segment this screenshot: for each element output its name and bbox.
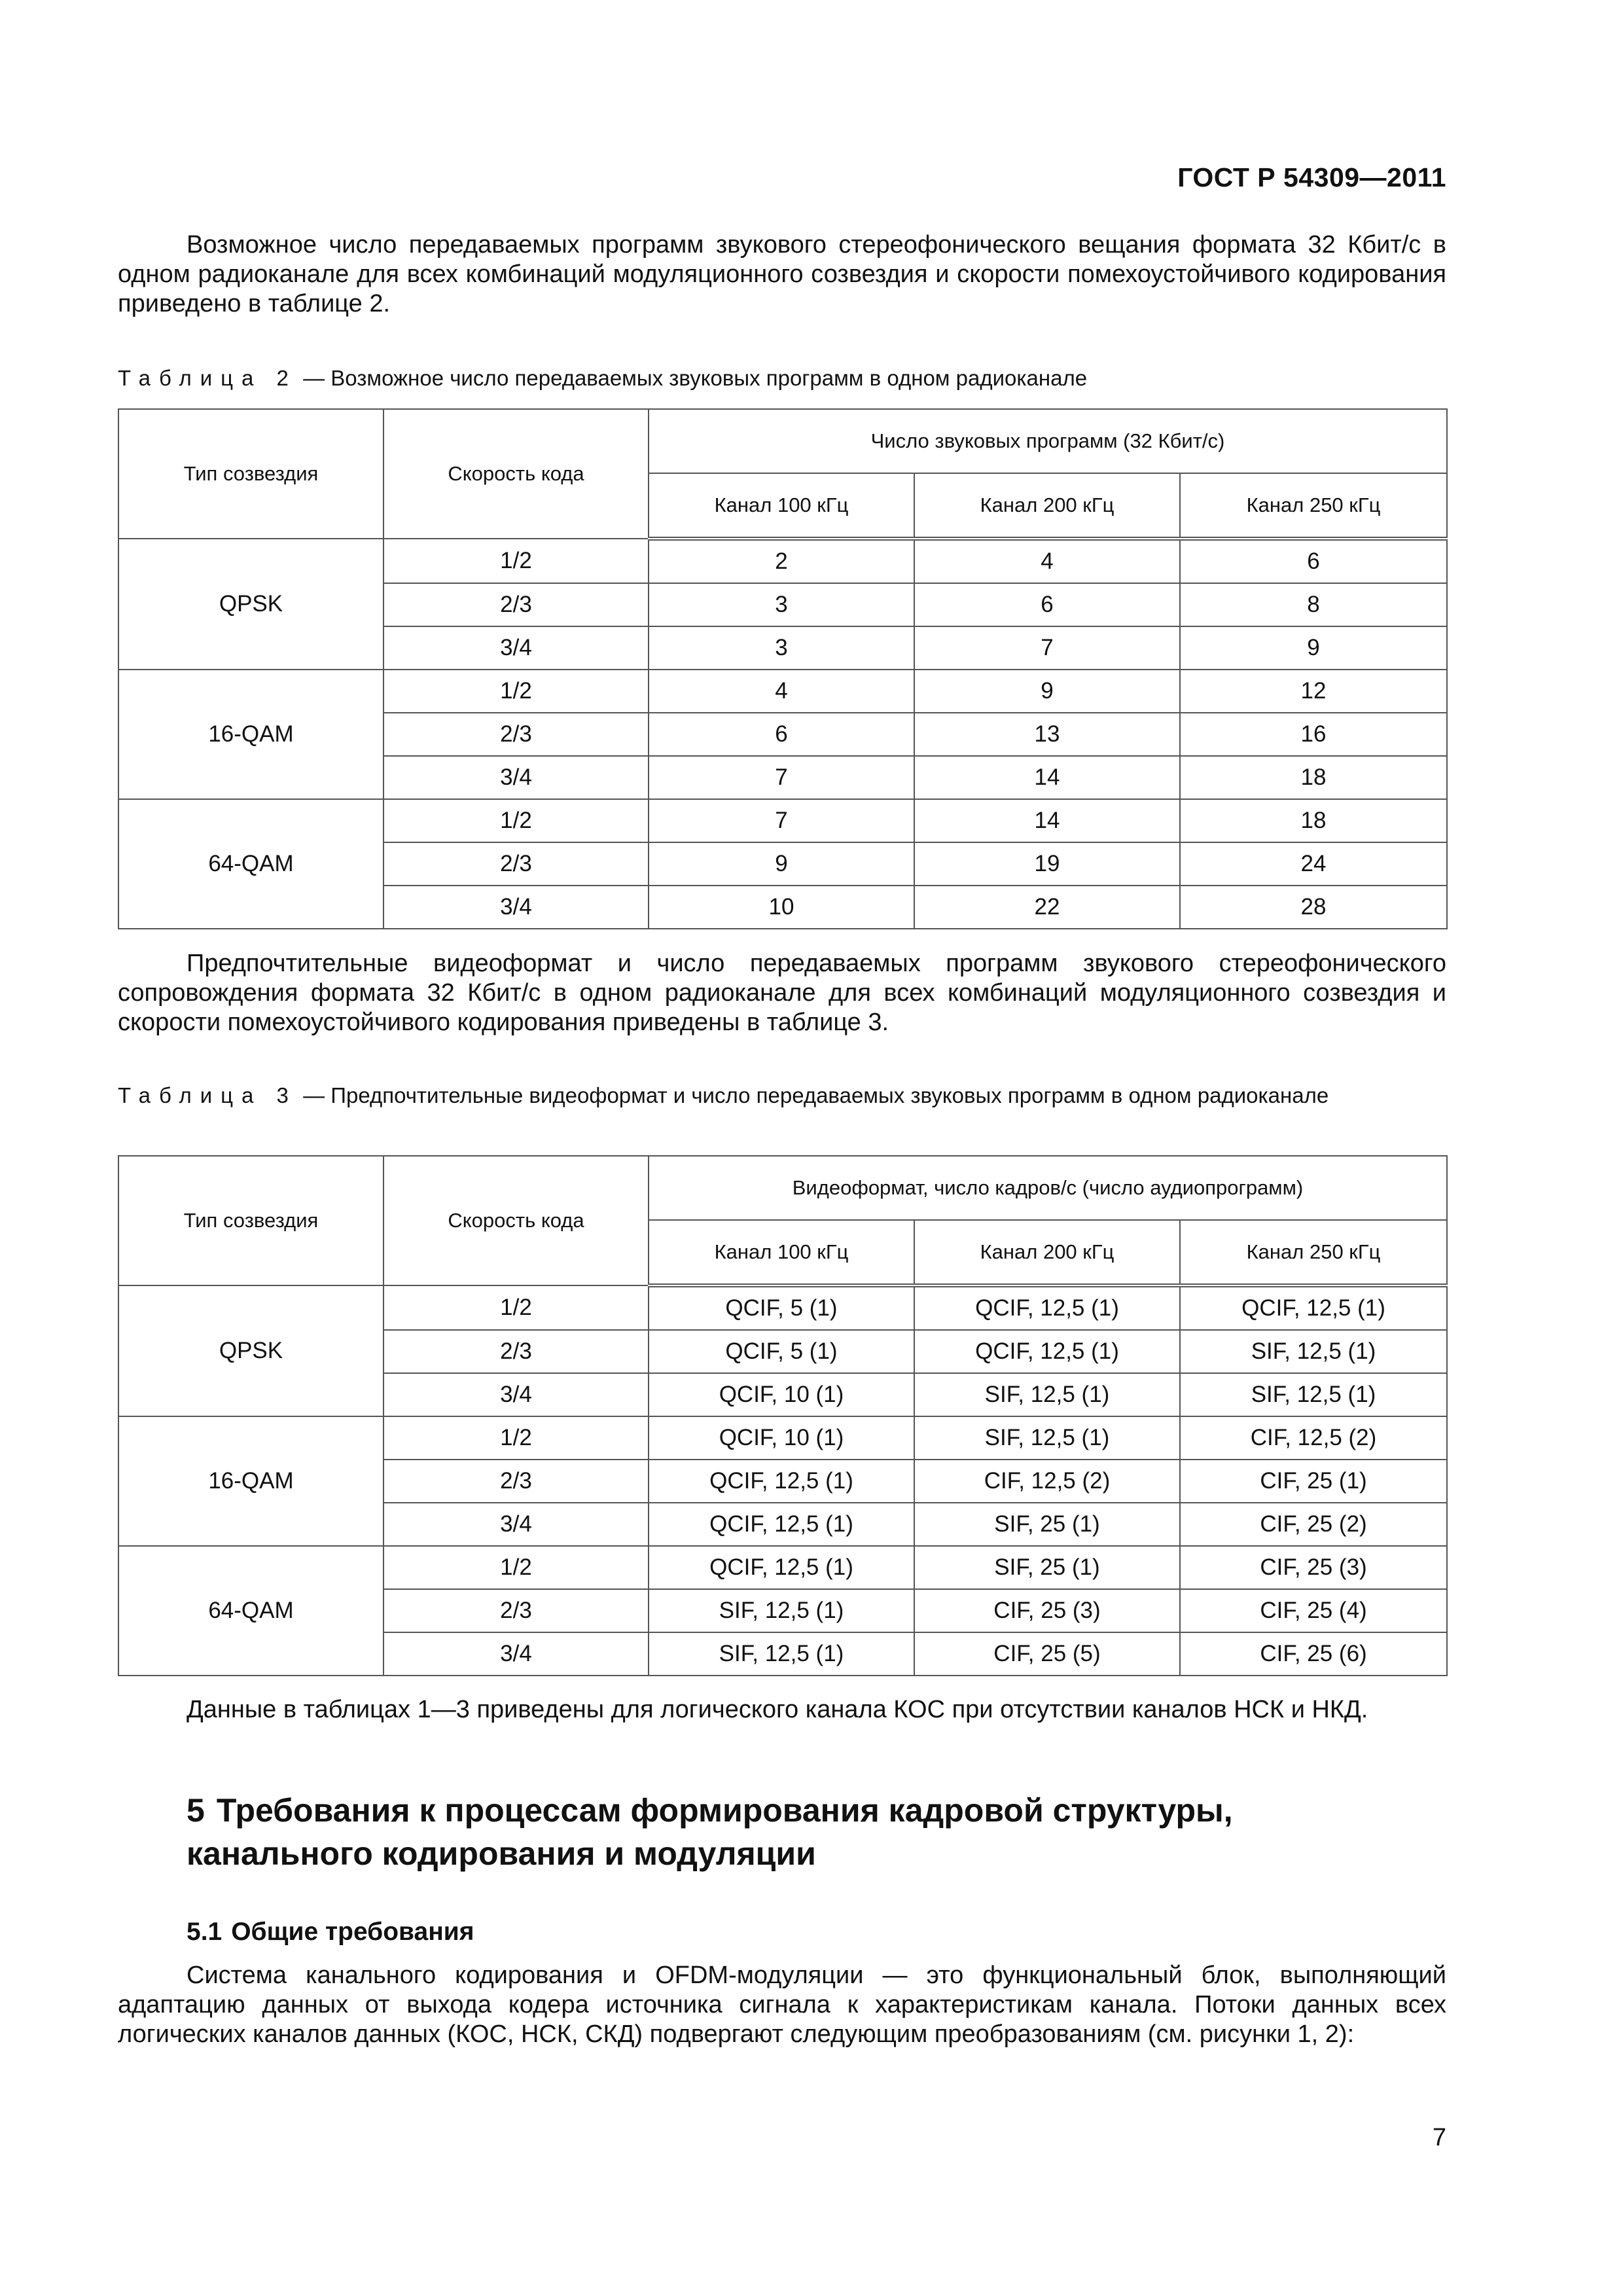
value-cell: 18 [1180, 799, 1447, 842]
table-row [118, 1546, 1447, 1589]
document-code: ГОСТ Р 54309—2011 [1177, 162, 1446, 192]
code-rate-cell: 2/3 [383, 1589, 649, 1632]
section-5-title-line1: Требования к процессам формирования кадровой структуры, [216, 1792, 1233, 1829]
table3-header-ch100: Канал 100 кГц [649, 1220, 914, 1285]
table3 [118, 1155, 1448, 1676]
paragraph-tables-note: Данные в таблицах 1—3 приведены для логического канала КОС при отсутствии каналов НСК и НКД. [187, 1696, 1368, 1723]
value-cell: QCIF, 12,5 (1) [649, 1503, 914, 1546]
table2-header-ch250: Канал 250 кГц [1180, 473, 1447, 539]
value-cell: CIF, 12,5 (2) [1180, 1416, 1447, 1460]
value-cell: 16 [1180, 713, 1447, 756]
value-cell: 4 [914, 539, 1180, 583]
table2-caption-label: Таблица 2 [118, 366, 297, 390]
table-row [118, 1285, 1447, 1330]
table-row [118, 799, 1447, 842]
constellation-cell: 16-QAM [118, 1416, 383, 1546]
value-cell: SIF, 12,5 (1) [649, 1589, 914, 1632]
code-rate-cell: 1/2 [383, 799, 649, 842]
value-cell: QCIF, 12,5 (1) [1180, 1285, 1447, 1330]
table2 [118, 408, 1448, 929]
value-cell: SIF, 25 (1) [914, 1503, 1180, 1546]
paragraph-table2-intro: Возможное число передаваемых программ звукового стереофонического вещания формата 32 Кбит/с в одном радиоканале для всех комбинаций модуляционного созвездия и скорости помехоустойчивого кодирования приведено в таблице 2. [118, 231, 1446, 317]
value-cell: CIF, 25 (3) [914, 1589, 1180, 1632]
value-cell: 6 [914, 583, 1180, 626]
value-cell: 4 [649, 670, 914, 713]
code-rate-cell: 3/4 [383, 1373, 649, 1416]
value-cell: 7 [649, 799, 914, 842]
table3-header-rate: Скорость кода [383, 1156, 649, 1285]
constellation-cell: 16-QAM [118, 670, 383, 799]
constellation-cell: QPSK [118, 1285, 383, 1416]
code-rate-cell: 2/3 [383, 842, 649, 886]
value-cell: 6 [1180, 539, 1447, 583]
value-cell: SIF, 12,5 (1) [1180, 1373, 1447, 1416]
value-cell: 14 [914, 756, 1180, 799]
table3-header-group: Видеоформат, число кадров/с (число аудиопрограмм) [649, 1156, 1447, 1220]
table3-caption-label: Таблица 3 [118, 1083, 297, 1107]
value-cell: 18 [1180, 756, 1447, 799]
paragraph-general-requirements: Система канального кодирования и OFDM-модуляции — это функциональный блок, выполняющий адаптацию данных от выхода кодера источника сигнала к характеристикам канала. Потоки данных всех логических каналов данных (КОС, НСК, СКД) подвергают следующим преобразованиям (см. рисунки 1, 2): [118, 1962, 1446, 2048]
table2-header-rate: Скорость кода [383, 409, 649, 539]
value-cell: SIF, 25 (1) [914, 1546, 1180, 1589]
value-cell: QCIF, 12,5 (1) [649, 1546, 914, 1589]
value-cell: 13 [914, 713, 1180, 756]
value-cell: 10 [649, 886, 914, 929]
value-cell: 14 [914, 799, 1180, 842]
value-cell: 9 [914, 670, 1180, 713]
code-rate-cell: 3/4 [383, 1503, 649, 1546]
section-5-1-number: 5.1 [187, 1918, 223, 1946]
value-cell: 7 [914, 626, 1180, 670]
value-cell: 9 [1180, 626, 1447, 670]
table3-caption-text: — Предпочтительные видеоформат и число передаваемых звуковых программ в одном радиоканале [296, 1083, 1329, 1107]
table2-header-type: Тип созвездия [118, 409, 383, 539]
code-rate-cell: 2/3 [383, 713, 649, 756]
value-cell: 19 [914, 842, 1180, 886]
value-cell: CIF, 25 (2) [1180, 1503, 1447, 1546]
section-5-title-line2: канального кодирования и модуляции [187, 1835, 816, 1872]
value-cell: CIF, 25 (1) [1180, 1460, 1447, 1503]
code-rate-cell: 1/2 [383, 1285, 649, 1330]
code-rate-cell: 2/3 [383, 583, 649, 626]
section-5-number: 5 [187, 1792, 205, 1829]
code-rate-cell: 1/2 [383, 539, 649, 583]
table-row [118, 670, 1447, 713]
code-rate-cell: 3/4 [383, 626, 649, 670]
value-cell: CIF, 25 (5) [914, 1632, 1180, 1676]
section-5-1-title: Общие требования [231, 1918, 474, 1946]
section-5-1-heading [187, 1918, 474, 1946]
value-cell: 24 [1180, 842, 1447, 886]
value-cell: 28 [1180, 886, 1447, 929]
value-cell: SIF, 12,5 (1) [649, 1632, 914, 1676]
value-cell: CIF, 12,5 (2) [914, 1460, 1180, 1503]
value-cell: 2 [649, 539, 914, 583]
code-rate-cell: 3/4 [383, 886, 649, 929]
table2-header-group: Число звуковых программ (32 Кбит/с) [649, 409, 1447, 473]
code-rate-cell: 3/4 [383, 1632, 649, 1676]
code-rate-cell: 1/2 [383, 1416, 649, 1460]
constellation-cell: QPSK [118, 539, 383, 670]
value-cell: SIF, 12,5 (1) [1180, 1330, 1447, 1373]
code-rate-cell: 3/4 [383, 756, 649, 799]
value-cell: 9 [649, 842, 914, 886]
table2-caption-text: — Возможное число передаваемых звуковых программ в одном радиоканале [296, 366, 1088, 390]
value-cell: 7 [649, 756, 914, 799]
table2-header-ch200: Канал 200 кГц [914, 473, 1180, 539]
value-cell: QCIF, 12,5 (1) [914, 1285, 1180, 1330]
table-row [118, 539, 1447, 583]
value-cell: CIF, 25 (6) [1180, 1632, 1447, 1676]
constellation-cell: 64-QAM [118, 1546, 383, 1676]
table2-header-ch100: Канал 100 кГц [649, 473, 914, 539]
value-cell: CIF, 25 (4) [1180, 1589, 1447, 1632]
value-cell: 6 [649, 713, 914, 756]
value-cell: QCIF, 10 (1) [649, 1373, 914, 1416]
code-rate-cell: 1/2 [383, 1546, 649, 1589]
value-cell: 12 [1180, 670, 1447, 713]
value-cell: 3 [649, 583, 914, 626]
value-cell: CIF, 25 (3) [1180, 1546, 1447, 1589]
table-row [118, 1416, 1447, 1460]
code-rate-cell: 2/3 [383, 1460, 649, 1503]
page-number: 7 [1432, 2124, 1446, 2151]
table2-caption [118, 364, 1446, 393]
table3-caption [118, 1081, 1446, 1110]
code-rate-cell: 2/3 [383, 1330, 649, 1373]
table3-header-type: Тип созвездия [118, 1156, 383, 1285]
code-rate-cell: 1/2 [383, 670, 649, 713]
section-5-heading [187, 1789, 1233, 1875]
constellation-cell: 64-QAM [118, 799, 383, 929]
value-cell: 22 [914, 886, 1180, 929]
value-cell: QCIF, 5 (1) [649, 1285, 914, 1330]
value-cell: QCIF, 10 (1) [649, 1416, 914, 1460]
value-cell: 8 [1180, 583, 1447, 626]
value-cell: 3 [649, 626, 914, 670]
table3-header-ch250: Канал 250 кГц [1180, 1220, 1447, 1285]
value-cell: QCIF, 5 (1) [649, 1330, 914, 1373]
value-cell: QCIF, 12,5 (1) [914, 1330, 1180, 1373]
table3-header-ch200: Канал 200 кГц [914, 1220, 1180, 1285]
paragraph-table3-intro: Предпочтительные видеоформат и число передаваемых программ звукового стереофонического сопровождения формата 32 Кбит/с в одном радиоканале для всех комбинаций модуляционного созвездия и скорости помехоустойчивого кодирования приведены в таблице 3. [118, 950, 1446, 1036]
value-cell: SIF, 12,5 (1) [914, 1373, 1180, 1416]
value-cell: QCIF, 12,5 (1) [649, 1460, 914, 1503]
value-cell: SIF, 12,5 (1) [914, 1416, 1180, 1460]
